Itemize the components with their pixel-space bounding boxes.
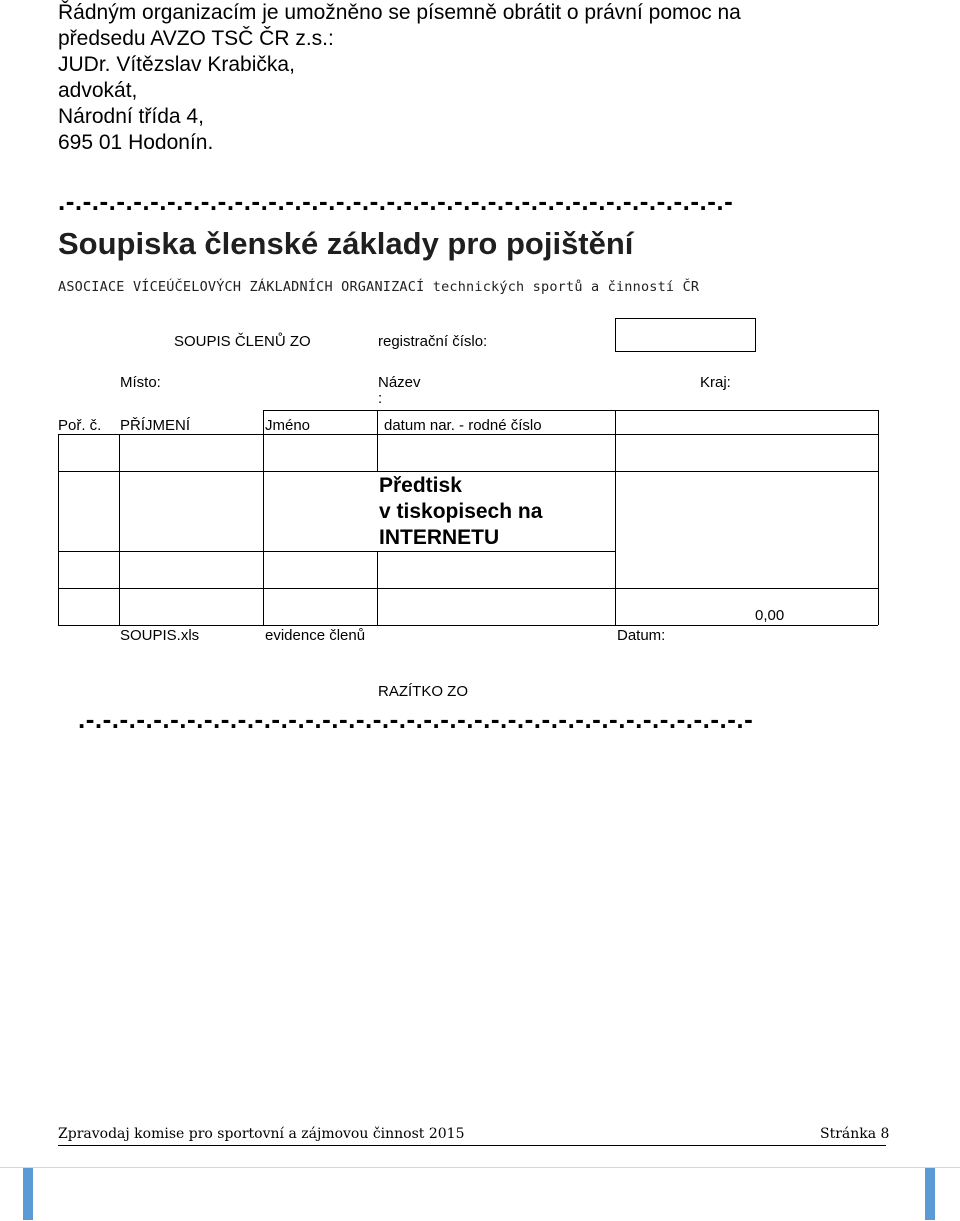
intro-line: advokát, — [58, 79, 138, 102]
footer-rule — [58, 1145, 886, 1146]
predtisk-line: v tiskopisech na — [379, 500, 543, 523]
table-line — [58, 434, 59, 625]
registration-label: registrační číslo: — [378, 333, 488, 350]
intro-line: 695 01 Hodonín. — [58, 131, 214, 154]
page-bottom-rule — [0, 1167, 960, 1168]
table-line — [58, 625, 878, 626]
separator-top: .-.-.-.-.-.-.-.-.-.-.-.-.-.-.-.-.-.-.-.-.-.-.-.-.-.-.-.-.-.-.-.-.-.-.-.-.-.-.-.- — [58, 186, 734, 216]
page-title: Soupiska členské základy pro pojištění — [58, 226, 634, 261]
intro-text — [58, 0, 918, 156]
datum-label: Datum: — [617, 627, 666, 644]
intro-line: JUDr. Vítězslav Krabička, — [58, 53, 295, 76]
separator-bottom: .-.-.-.-.-.-.-.-.-.-.-.-.-.-.-.-.-.-.-.-.-.-.-.-.-.-.-.-.-.-.-.-.-.-.-.-.-.-.-.- — [78, 704, 754, 734]
table-line — [58, 588, 878, 589]
file-name: SOUPIS.xls — [120, 627, 200, 644]
col-header-datum: datum nar. - rodné číslo — [384, 417, 542, 434]
predtisk-line: INTERNETU — [379, 526, 500, 549]
table-line — [263, 410, 878, 411]
association-name: ASOCIACE VÍCEÚČELOVÝCH ZÁKLADNÍCH ORGANIZACÍ technických sportů a činností ČR — [58, 279, 700, 295]
table-line — [263, 410, 264, 625]
evidence-label: evidence členů — [265, 627, 366, 644]
table-line — [377, 551, 378, 625]
col-header-jmeno: Jméno — [265, 417, 311, 434]
table-line — [377, 410, 378, 471]
nazev-colon: : — [378, 390, 383, 407]
table-line — [58, 471, 878, 472]
table-line — [119, 434, 120, 625]
registration-number-box[interactable] — [615, 318, 756, 352]
kraj-label: Kraj: — [700, 374, 731, 391]
intro-line: předsedu AVZO TSČ ČR z.s.: — [58, 27, 334, 50]
predtisk-line: Předtisk — [379, 474, 462, 497]
table-line — [58, 434, 878, 435]
footer-publication: Zpravodaj komise pro sportovní a zájmovou činnost 2015 — [58, 1126, 465, 1142]
stamp-label: RAZÍTKO ZO — [378, 683, 468, 700]
misto-label: Místo: — [120, 374, 161, 391]
col-header-por: Poř. č. — [58, 417, 102, 434]
nazev-label: Název — [378, 374, 421, 391]
right-accent-bar — [925, 1168, 935, 1220]
value-cell: 0,00 — [755, 607, 785, 624]
table-line — [58, 551, 616, 552]
col-header-prijmeni: PŘÍJMENÍ — [120, 417, 191, 434]
table-line — [615, 410, 616, 625]
left-accent-bar — [23, 1168, 33, 1220]
intro-line: Řádným organizacím je umožněno se písemně obrátit o právní pomoc na — [58, 1, 741, 24]
soupis-label: SOUPIS ČLENŮ ZO — [174, 333, 311, 350]
footer-page-number: Stránka 8 — [820, 1126, 890, 1142]
intro-line: Národní třída 4, — [58, 105, 204, 128]
predtisk-note — [379, 473, 542, 551]
table-line — [878, 410, 879, 625]
